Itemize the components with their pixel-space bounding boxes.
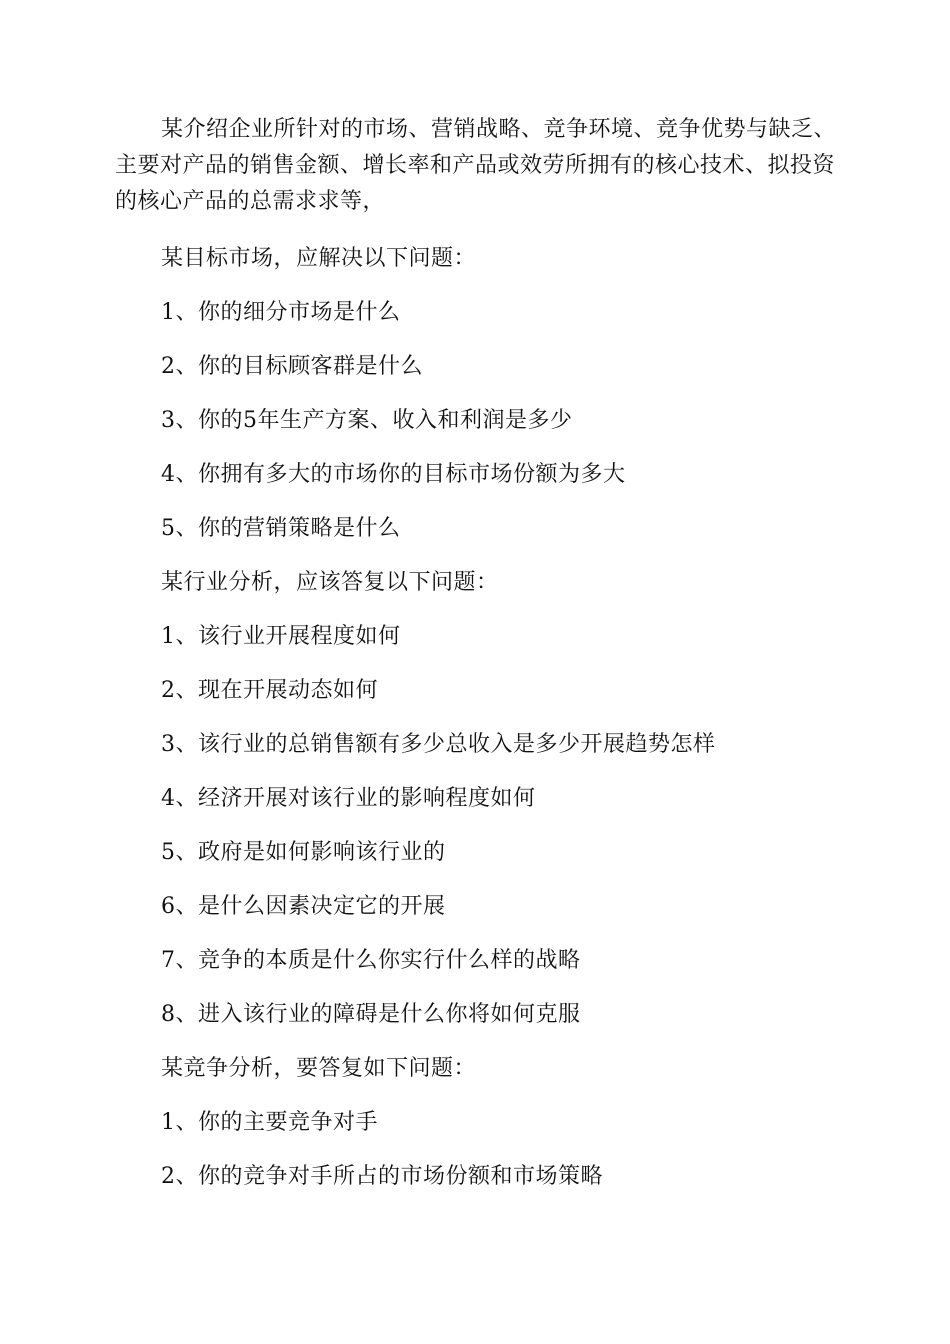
section-heading-industry-analysis: 某行业分析，应该答复以下问题： — [161, 570, 499, 595]
list-item: 4、你拥有多大的市场你的目标市场份额为多大 — [161, 462, 626, 487]
list-item: 2、你的竞争对手所占的市场份额和市场策略 — [161, 1164, 603, 1189]
list-item: 4、经济开展对该行业的影响程度如何 — [161, 786, 536, 811]
list-item: 1、你的主要竞争对手 — [161, 1110, 378, 1135]
list-item: 3、该行业的总销售额有多少总收入是多少开展趋势怎样 — [161, 732, 716, 757]
section-heading-target-market: 某目标市场，应解决以下问题： — [161, 246, 477, 271]
list-item: 5、你的营销策略是什么 — [161, 516, 401, 541]
list-item: 1、该行业开展程度如何 — [161, 624, 401, 649]
list-item: 5、政府是如何影响该行业的 — [161, 840, 446, 865]
section-heading-competition-analysis: 某竞争分析，要答复如下问题： — [161, 1056, 477, 1081]
document-body — [115, 112, 837, 1192]
list-item: 2、你的目标顾客群是什么 — [161, 354, 423, 379]
list-item: 6、是什么因素决定它的开展 — [161, 894, 446, 919]
intro-paragraph: 某介绍企业所针对的市场、营销战略、竞争环境、竞争优势与缺乏、主要对产品的销售金额、增长率和产品或效劳所拥有的核心技术、拟投资的核心产品的总需求求等， — [115, 117, 837, 214]
list-item: 7、竞争的本质是什么你实行什么样的战略 — [161, 948, 581, 973]
list-item: 8、进入该行业的障碍是什么你将如何克服 — [161, 1002, 581, 1027]
list-item: 2、现在开展动态如何 — [161, 678, 378, 703]
list-item: 3、你的5年生产方案、收入和利润是多少 — [161, 408, 573, 433]
list-item: 1、你的细分市场是什么 — [161, 300, 401, 325]
